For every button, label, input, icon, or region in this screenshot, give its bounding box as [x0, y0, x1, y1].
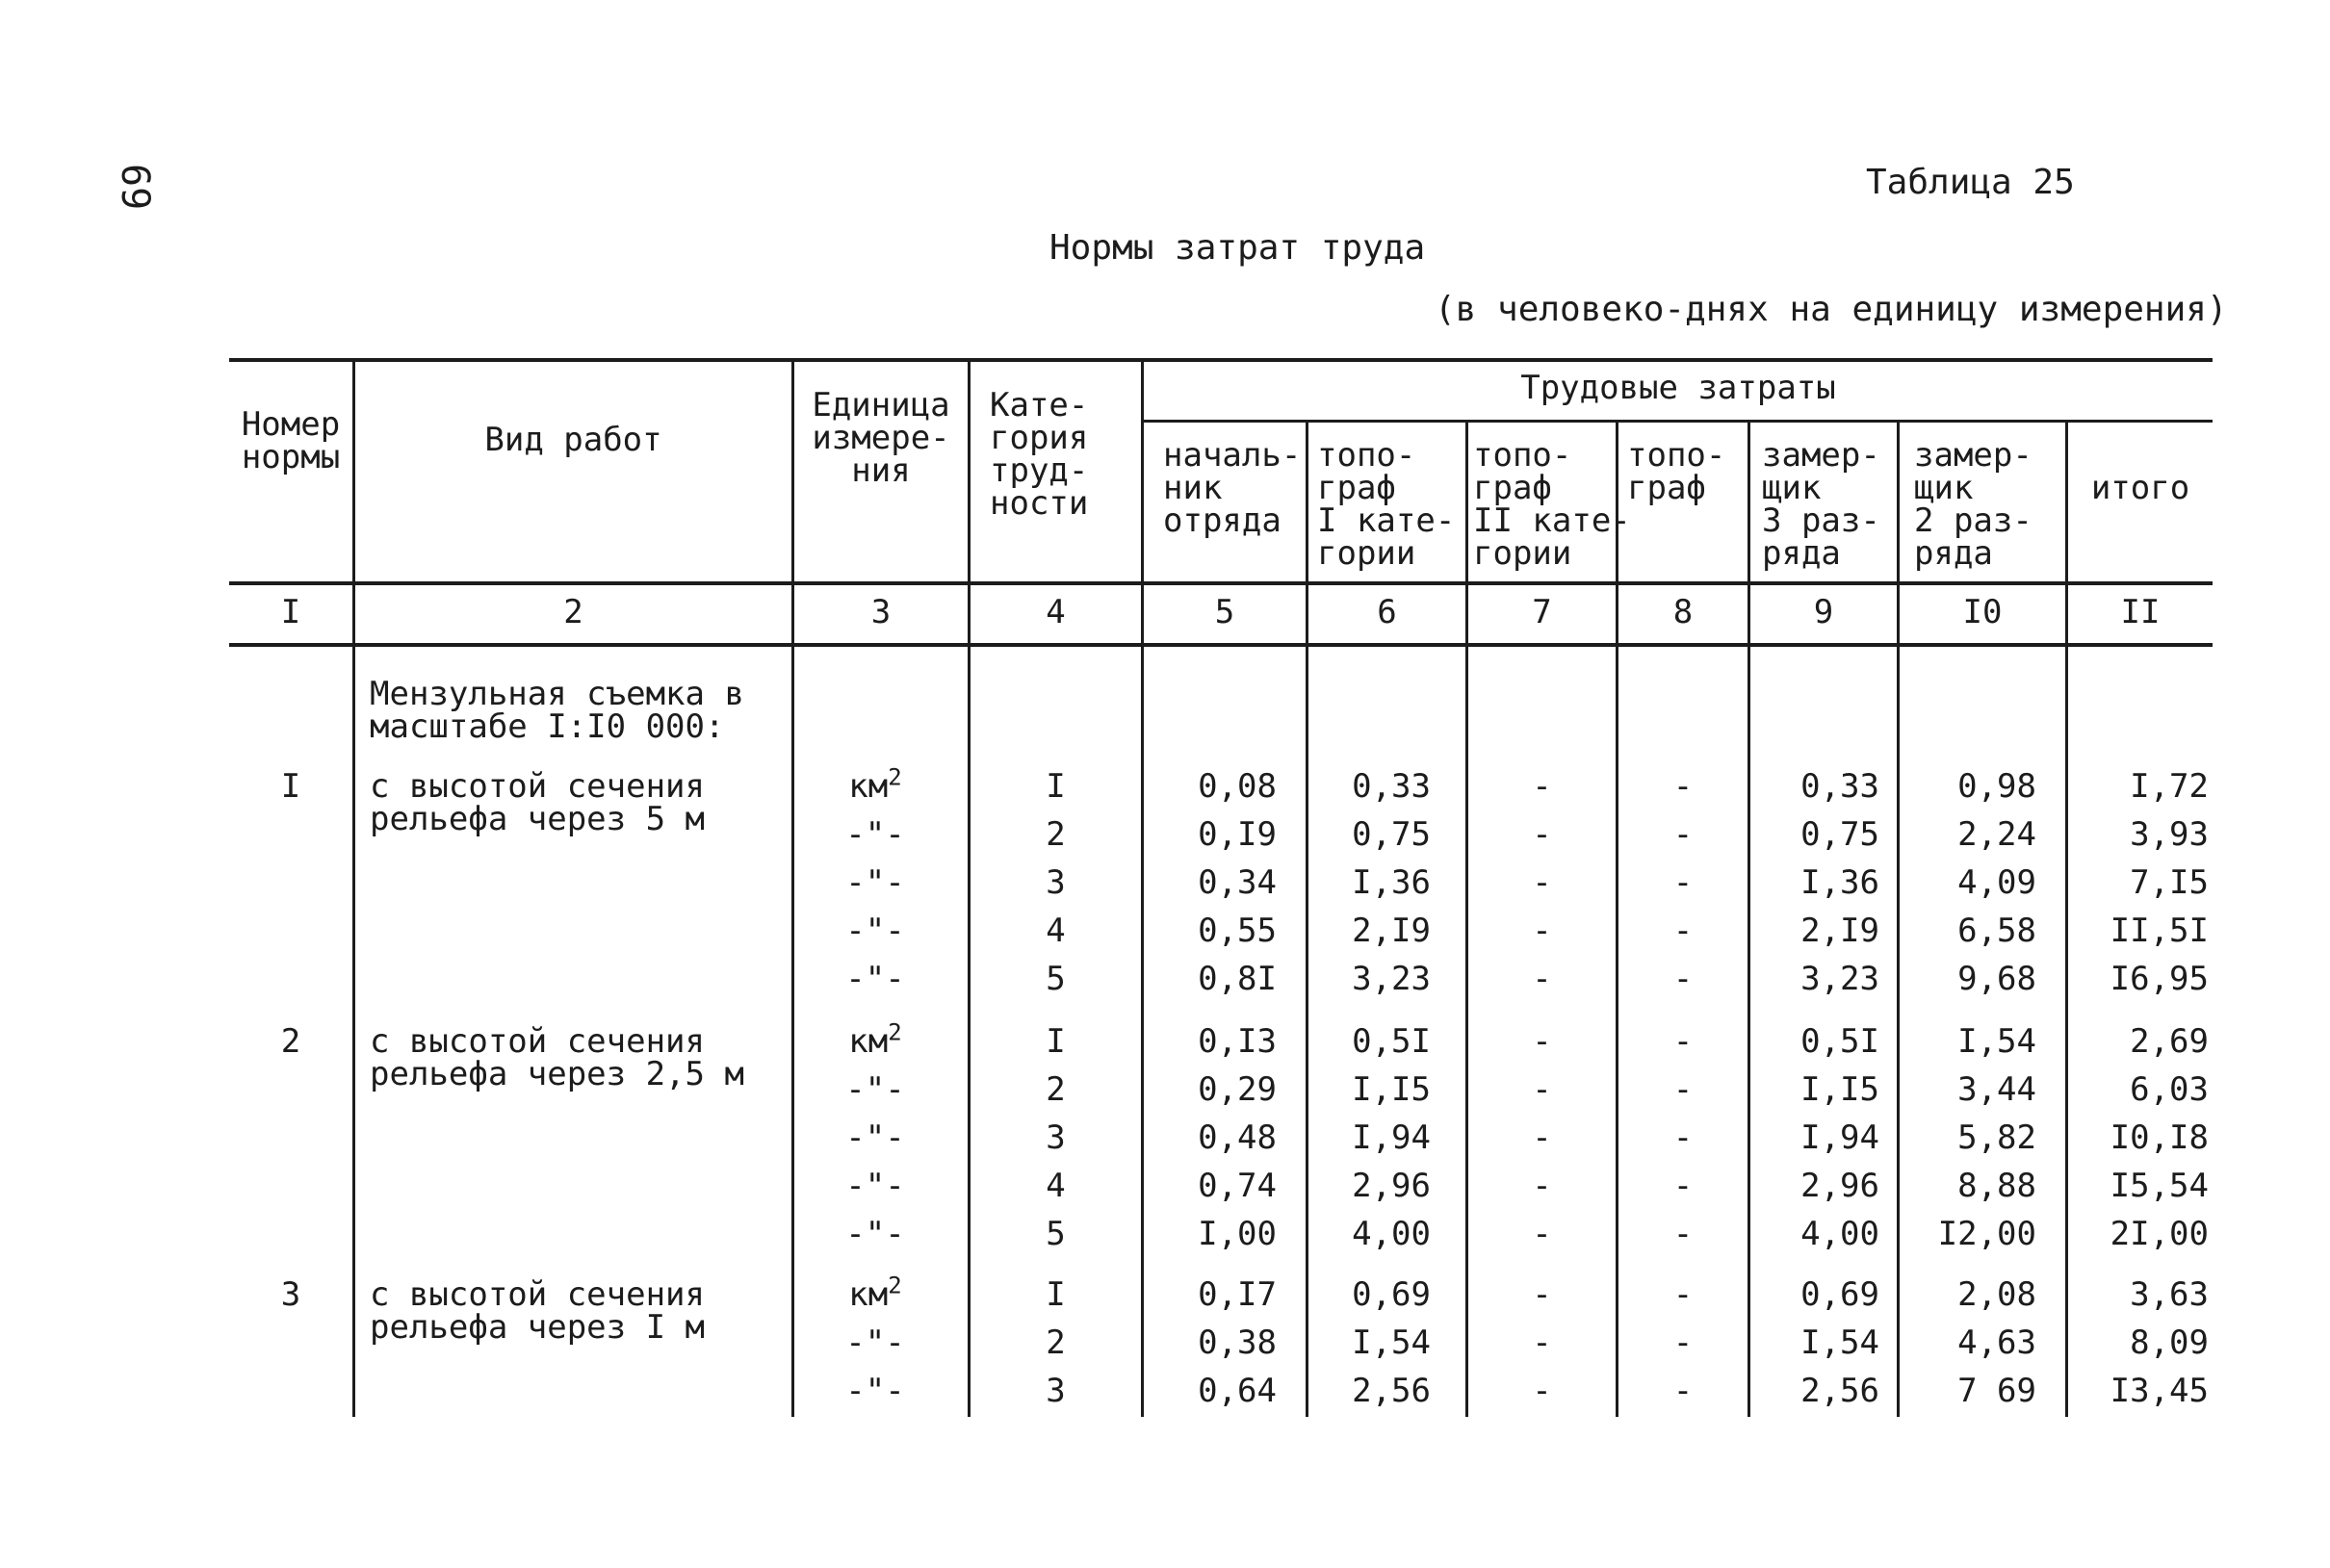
value-topographer-cat1: I,I5 [1352, 1070, 1431, 1109]
table-subtitle: (в человеко-днях на единицу измерения) [1435, 290, 2228, 329]
value-topographer-cat2: - [1532, 767, 1552, 806]
value-measurer-rank3: I,94 [1800, 1118, 1879, 1157]
value-topographer-cat1: I,36 [1352, 863, 1431, 902]
value-squad-chief: 0,I9 [1198, 815, 1277, 854]
difficulty-cell: 4 [1046, 1167, 1066, 1205]
header-work-type: Вид работ [484, 421, 662, 459]
value-topographer: - [1672, 815, 1694, 854]
col-divider [352, 358, 355, 1417]
value-measurer-rank2: 8,88 [1957, 1167, 2036, 1205]
value-total: I,72 [2130, 767, 2209, 806]
column-number: 3 [870, 593, 892, 631]
column-number: 7 [1532, 593, 1552, 631]
value-measurer-rank2: 2,08 [1957, 1275, 2036, 1314]
value-measurer-rank3: 2,96 [1800, 1167, 1879, 1205]
value-squad-chief: I,00 [1198, 1215, 1277, 1253]
value-topographer-cat1: 2,I9 [1352, 912, 1431, 950]
header-difficulty: Кате- гория труд- ности [990, 386, 1089, 523]
value-topographer: - [1672, 1167, 1694, 1205]
header-topographer-cat1: топо- граф I кате- гории [1317, 436, 1456, 573]
value-topographer: - [1672, 960, 1694, 998]
value-total: I6,95 [2110, 960, 2209, 998]
header-squad-chief: началь- ник отряда [1163, 436, 1302, 540]
value-topographer-cat1: 0,5I [1352, 1022, 1431, 1061]
value-topographer-cat2: - [1532, 1372, 1552, 1410]
difficulty-cell: 2 [1046, 815, 1066, 854]
value-measurer-rank3: 2,I9 [1800, 912, 1879, 950]
difficulty-cell: 2 [1046, 1324, 1066, 1362]
unit-cell: -"- [845, 815, 905, 854]
value-topographer-cat1: 0,33 [1352, 767, 1431, 806]
value-topographer: - [1672, 767, 1694, 806]
value-topographer: - [1672, 863, 1694, 902]
value-topographer-cat2: - [1532, 912, 1552, 950]
value-topographer-cat2: - [1532, 1324, 1552, 1362]
value-topographer-cat2: - [1532, 815, 1552, 854]
difficulty-cell: I [1046, 1275, 1066, 1314]
norm-number: 2 [280, 1022, 301, 1061]
value-measurer-rank3: 0,75 [1800, 815, 1879, 854]
unit-cell: -"- [845, 1215, 905, 1253]
unit-cell: -"- [845, 912, 905, 950]
norm-number: I [280, 767, 301, 806]
value-total: I5,54 [2110, 1167, 2209, 1205]
value-measurer-rank2: 5,82 [1957, 1118, 2036, 1157]
value-squad-chief: 0,74 [1198, 1167, 1277, 1205]
value-topographer-cat1: 2,56 [1352, 1372, 1431, 1410]
difficulty-cell: 3 [1046, 863, 1066, 902]
work-description: с высотой сечения рельефа через 2,5 м [370, 1022, 744, 1093]
value-topographer-cat2: - [1532, 1118, 1552, 1157]
value-measurer-rank2: 0,98 [1957, 767, 2036, 806]
difficulty-cell: 2 [1046, 1070, 1066, 1109]
value-measurer-rank3: 0,33 [1800, 767, 1879, 806]
value-topographer-cat1: 0,75 [1352, 815, 1431, 854]
difficulty-cell: I [1046, 1022, 1066, 1061]
column-number: I [280, 593, 301, 631]
value-measurer-rank2: 3,44 [1957, 1070, 2036, 1109]
difficulty-cell: 5 [1046, 1215, 1066, 1253]
difficulty-cell: 4 [1046, 912, 1066, 950]
value-total: 2,69 [2130, 1022, 2209, 1061]
value-topographer: - [1672, 1070, 1694, 1109]
value-topographer: - [1672, 1022, 1694, 1061]
value-topographer-cat1: I,94 [1352, 1118, 1431, 1157]
unit-cell: -"- [845, 1118, 905, 1157]
value-topographer: - [1672, 1215, 1694, 1253]
value-total: I3,45 [2110, 1372, 2209, 1410]
value-topographer-cat2: - [1532, 863, 1552, 902]
value-squad-chief: 0,I3 [1198, 1022, 1277, 1061]
unit-cell: -"- [845, 960, 905, 998]
value-total: I0,I8 [2110, 1118, 2209, 1157]
value-topographer-cat2: - [1532, 960, 1552, 998]
unit-cell: -"- [845, 1167, 905, 1205]
unit-cell: -"- [845, 1372, 905, 1410]
value-topographer: - [1672, 1275, 1694, 1314]
section-heading: Мензульная съемка в масштабе I:I0 000: [370, 675, 744, 746]
value-total: 8,09 [2130, 1324, 2209, 1362]
value-measurer-rank3: 2,56 [1800, 1372, 1879, 1410]
difficulty-cell: 3 [1046, 1118, 1066, 1157]
table-label: Таблица 25 [1866, 163, 2075, 202]
column-number: I0 [1962, 593, 2003, 631]
value-total: 7,I5 [2130, 863, 2209, 902]
difficulty-cell: 3 [1046, 1372, 1066, 1410]
value-total: II,5I [2110, 912, 2209, 950]
column-number: 6 [1377, 593, 1397, 631]
value-measurer-rank3: I,36 [1800, 863, 1879, 902]
value-topographer: - [1672, 1372, 1694, 1410]
header-topographer-cat2: топо- граф II кате- гории [1473, 436, 1631, 573]
col-number-bottom-rule [229, 643, 2213, 647]
value-measurer-rank2: 4,63 [1957, 1324, 2036, 1362]
value-squad-chief: 0,8I [1198, 960, 1277, 998]
unit-cell: -"- [845, 863, 905, 902]
value-measurer-rank3: 3,23 [1800, 960, 1879, 998]
value-measurer-rank2: 9,68 [1957, 960, 2036, 998]
work-description: с высотой сечения рельефа через 5 м [370, 767, 705, 838]
value-squad-chief: 0,55 [1198, 912, 1277, 950]
value-topographer-cat1: 0,69 [1352, 1275, 1431, 1314]
table-title: Нормы затрат труда [1049, 228, 1426, 268]
value-topographer-cat1: 3,23 [1352, 960, 1431, 998]
value-topographer-cat2: - [1532, 1167, 1552, 1205]
value-measurer-rank3: 0,69 [1800, 1275, 1879, 1314]
value-topographer: - [1672, 912, 1694, 950]
value-topographer-cat2: - [1532, 1022, 1552, 1061]
column-number: 4 [1046, 593, 1066, 631]
header-measurer-rank2: замер- щик 2 раз- ряда [1914, 436, 2032, 573]
value-squad-chief: 0,08 [1198, 767, 1277, 806]
value-measurer-rank3: 0,5I [1800, 1022, 1879, 1061]
value-total: 3,63 [2130, 1275, 2209, 1314]
value-total: 3,93 [2130, 815, 2209, 854]
value-topographer-cat1: 2,96 [1352, 1167, 1431, 1205]
header-norm-number: Номер нормы [241, 405, 341, 476]
norm-number: 3 [280, 1275, 301, 1314]
value-topographer-cat1: I,54 [1352, 1324, 1431, 1362]
table-top-rule [229, 358, 2213, 362]
value-squad-chief: 0,64 [1198, 1372, 1277, 1410]
difficulty-cell: 5 [1046, 960, 1066, 998]
column-number: 5 [1214, 593, 1235, 631]
unit-cell: -"- [845, 1070, 905, 1109]
unit-cell: $км^2$ [848, 1272, 902, 1314]
unit-cell: $км^2$ [848, 1018, 902, 1061]
header-bottom-rule [229, 581, 2213, 585]
value-total: 6,03 [2130, 1070, 2209, 1109]
value-measurer-rank2: 4,09 [1957, 863, 2036, 902]
value-measurer-rank3: I,54 [1800, 1324, 1879, 1362]
value-squad-chief: 0,I7 [1198, 1275, 1277, 1314]
value-squad-chief: 0,38 [1198, 1324, 1277, 1362]
value-squad-chief: 0,34 [1198, 863, 1277, 902]
header-unit: Единица измере- ния [812, 386, 950, 490]
column-number: 8 [1672, 593, 1694, 631]
group-header-rule [1141, 420, 2213, 423]
value-measurer-rank2: 2,24 [1957, 815, 2036, 854]
value-topographer-cat2: - [1532, 1215, 1552, 1253]
value-total: 2I,00 [2110, 1215, 2209, 1253]
difficulty-cell: I [1046, 767, 1066, 806]
value-squad-chief: 0,29 [1198, 1070, 1277, 1109]
unit-cell: $км^2$ [848, 763, 902, 806]
work-description: с высотой сечения рельефа через I м [370, 1275, 705, 1347]
page-number: 69 [113, 164, 157, 211]
value-topographer-cat2: - [1532, 1275, 1552, 1314]
value-measurer-rank2: I2,00 [1937, 1215, 2036, 1253]
value-measurer-rank3: I,I5 [1800, 1070, 1879, 1109]
value-topographer: - [1672, 1118, 1694, 1157]
column-number: 9 [1813, 593, 1834, 631]
column-number: 2 [563, 593, 583, 631]
value-topographer-cat2: - [1532, 1070, 1552, 1109]
column-number: II [2120, 593, 2161, 631]
header-measurer-rank3: замер- щик 3 раз- ряда [1762, 436, 1880, 573]
value-measurer-rank2: I,54 [1957, 1022, 2036, 1061]
value-squad-chief: 0,48 [1198, 1118, 1277, 1157]
value-measurer-rank3: 4,00 [1800, 1215, 1879, 1253]
value-measurer-rank2: 6,58 [1957, 912, 2036, 950]
header-labor-costs: Трудовые затраты [1520, 369, 1836, 407]
value-topographer-cat1: 4,00 [1352, 1215, 1431, 1253]
header-topographer: топо- граф [1627, 436, 1726, 507]
value-measurer-rank2: 7 69 [1957, 1372, 2036, 1410]
unit-cell: -"- [845, 1324, 905, 1362]
header-total: итого [2090, 469, 2190, 507]
value-topographer: - [1672, 1324, 1694, 1362]
